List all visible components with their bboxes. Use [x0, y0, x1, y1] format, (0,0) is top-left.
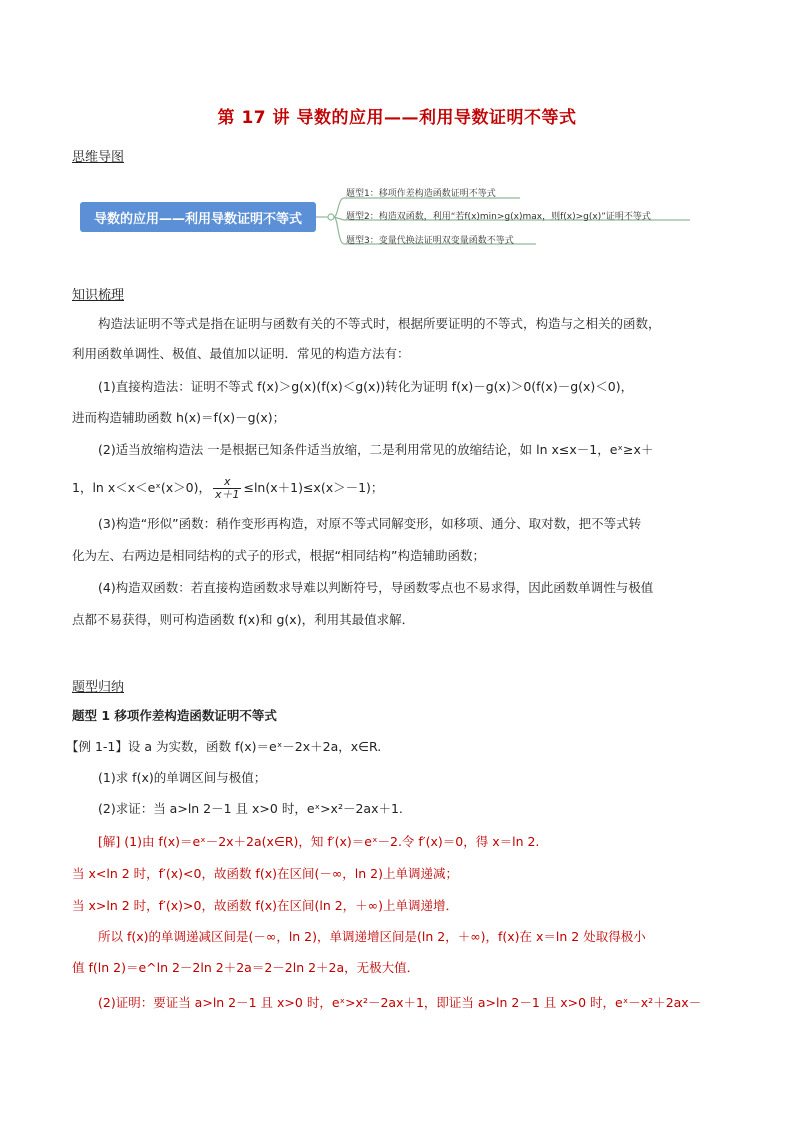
method-2-line-2: [72, 476, 732, 501]
example-1-1: 【例 1-1】设 a 为实数，函数 f(x)＝eˣ－2x＋2a，x∈R.: [66, 739, 382, 754]
method-1-line-2: 进而构造辅助函数 h(x)＝f(x)－g(x)；: [72, 410, 286, 425]
solution-line-2: 当 x<ln 2 时，f′(x)<0，故函数 f(x)在区间(－∞，ln 2)上单调递减；: [72, 866, 458, 881]
fraction-denominator: x＋1: [214, 488, 240, 501]
solution-line-3: 当 x>ln 2 时，f′(x)>0，故函数 f(x)在区间(ln 2，＋∞)上单调递增．: [72, 898, 458, 913]
section-types-heading: 题型归纳: [72, 680, 125, 695]
mindmap-branch-3: 题型3：变量代换法证明双变量函数不等式: [346, 236, 514, 246]
mindmap-root: 导数的应用——利用导数证明不等式: [80, 202, 316, 232]
method-1-line-1: (1)直接构造法：证明不等式 f(x)＞g(x)(f(x)＜g(x))转化为证明 f(x)－g(x)＞0(f(x)－g(x)＜0)，: [98, 379, 634, 394]
solution-line-5: 值 f(ln 2)＝e^ln 2－2ln 2＋2a＝2－2ln 2＋2a，无极大值．: [72, 960, 420, 975]
question-1: (1)求 f(x)的单调区间与极值；: [98, 770, 267, 785]
solution-tag: [解]: [98, 834, 121, 849]
method-4-line-2: 点都不易获得，则可构造函数 f(x)和 g(x)，利用其最值求解．: [72, 612, 415, 627]
solution-line-1: [98, 832, 758, 852]
method-3-line-1: (3)构造“形似”函数：稍作变形再构造，对原不等式同解变形，如移项、通分、取对数，把不等式转: [98, 516, 642, 531]
section-knowledge-heading: 知识梳理: [72, 288, 125, 303]
solution-line-1-text: (1)由 f(x)＝eˣ－2x＋2a(x∈R)，知 f′(x)＝eˣ－2.令 f′(x)＝0，得 x＝ln 2.: [120, 834, 540, 849]
mindmap-branch-1: 题型1：移项作差构造函数证明不等式: [346, 189, 496, 199]
method-2-line-2-start: 1，ln x＜x＜eˣ(x＞0)，: [72, 480, 211, 495]
method-4-line-1: (4)构造双函数：若直接构造函数求导难以判断符号，导函数零点也不易求得，因此函数单调性与极值: [98, 580, 654, 595]
fraction-numerator: x: [213, 476, 242, 489]
knowledge-intro-line-1: 构造法证明不等式是指在证明与函数有关的不等式时，根据所要证明的不等式，构造与之相关的函数，: [98, 316, 661, 331]
type-1-heading: 题型 1 移项作差构造函数证明不等式: [72, 708, 277, 723]
solution-line-4: 所以 f(x)的单调递减区间是(－∞，ln 2)，单调递增区间是(ln 2，＋∞)，f(x)在 x＝ln 2 处取得极小: [98, 929, 646, 944]
method-3-line-2: 化为左、右两边是相同结构的式子的形式，根据“相同结构”构造辅助函数；: [72, 548, 485, 563]
method-2-line-1: (2)适当放缩构造法 一是根据已知条件适当放缩，二是利用常见的放缩结论，如 ln x≤x－1，eˣ≥x＋: [98, 442, 654, 457]
mindmap-branch-2: 题型2：构造双函数，利用“若f(x)min>g(x)max，则f(x)>g(x)”证明不等式: [346, 212, 651, 222]
page-title: 第 17 讲 导数的应用——利用导数证明不等式: [217, 108, 577, 128]
method-2-line-2-end: ≤ln(x＋1)≤x(x＞－1)；: [243, 480, 384, 495]
knowledge-intro-line-2: 利用函数单调性、极值、最值加以证明．常见的构造方法有：: [72, 346, 410, 361]
section-mindmap-heading: 思维导图: [72, 150, 125, 165]
question-2: (2)求证：当 a>ln 2－1 且 x>0 时，eˣ>x²－2ax＋1.: [98, 801, 403, 816]
fraction: [213, 476, 242, 501]
solution-line-6: (2)证明：要证当 a>ln 2－1 且 x>0 时，eˣ>x²－2ax＋1，即证当 a>ln 2－1 且 x>0 时，eˣ－x²＋2ax－: [98, 995, 702, 1010]
